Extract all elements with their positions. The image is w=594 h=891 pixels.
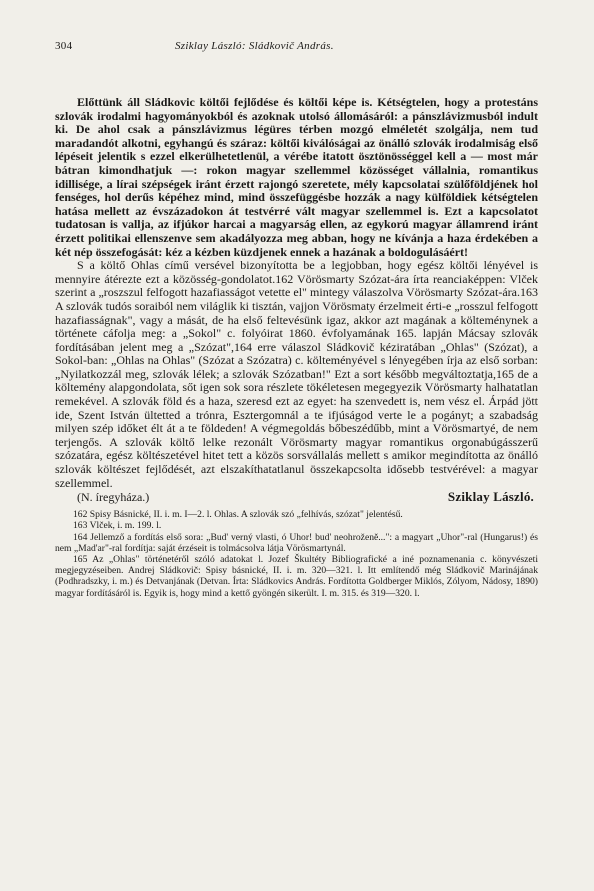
footnotes [55,509,538,599]
signature-author: Sziklay László. [447,489,534,505]
paragraph-2: S a költő Ohlas című versével bizonyította be a legjobban, hogy egész költői lényével is mennyire átérezte ezt a közösség-gondolatot.162 Vörösmarty Szózat-ára írta reanciaképpen: Vlček szerint a „roszszul felfogott hazafiasságot vetette el" mintegy válaszolva Vörösmarty Szózat-ára.163 A szlovák tudós soraiból nem világlik ki tisztán, vajjon Vörösmaty érzelmeit érti-e „rosszul felfogott hazafiasságnak", vagy a mását, de ha első feltevésünk igaz, akkor azt magának a költeménynek a története cáfolja meg: a „Sokol" c. folyóirat 1860. évfolyamának 165. lapján Mácsay szlovák fordításában jelent meg a „Szózat",164 erre válaszol Sládkovič kéziratában „Ohlas" (Szózat), a Sokol-ban: „Ohlas na Ohlas" (Szózat a Szózatra) c. költeményével s lényegében írja az első sorban: „Nyilatkozzál meg, szlovák lélek; a szlovák Szózatban!" Ezt a sort később megváltoztatja,165 de a költemény alapgondolata, sőt igen sok sora részlete tökéletesen megegyezik Vörösmarty halhatatlan remekével. A szlovák föld és a haza, szeresd ezt az egyet: ha szenvedett is, nem vész el. Árpád jött ide, Szent István ültetted a trónra, Esztergomnál a te ifjúságod verte le a pogányt; a szabadság milyen szép időket élt át a te földeden! A végmegoldás bőbeszédűbb, mint a Vörösmartyé, de nem terjengős. A szlovák költő lelke rezonált Vörösmarty magyar romantikus orgonabúgásszerű szózatára, egész költészetével hitet tett a közös sorsvállalás mellett s amikor megindította az önálló szlovák költészet fejlődését, azt elszakíthatatlanul összekapcsolta idősebb testvérével: a magyar szellemmel. [55,258,538,490]
signature-line [55,490,538,504]
footnote-162: 162 Spisy Básnické, II. i. m. I—2. l. Ohlas. A szlovák szó „felhívás, szózat" jelentésű. [73,509,403,521]
signature-place: (N. íregyháza.) [77,490,150,505]
footnote-164: 164 Jellemző a fordítás első sora: „Bud' verný vlasti, ó Uhor! bud' neohroženě...": a magyart „Uhor"-ral (Hungarus!) és nem „Mad'ar"-ral fordítja: saját érzéseit is tolmácsolva látja Vörösmartynál. [55,531,538,554]
footnote-165: 165 Az „Ohlas" történetéről szóló adatokat l. Jozef Škultéty Bibliografické a iné poznamenania c. könyvészeti megjegyzéseiben. Andrej Sládkovič: Spisy básnické, II. i. m. 320—321. l. Itt említendő még Sládkovič Marinájának (Podhradszky, i. m.) és Detvanjának (Detvan. Írta: Sládkovics András. Fordította Goldberger Miklós, Zólyom, Nádosy, 1890) magyar fordításáról is. Egyik is, hogy mind a kettő gyöngén sikerült. I. m. 315. és 319—320. l. [55,554,538,599]
page-header [55,40,538,56]
running-title: Sziklay László: Sládkovič András. [175,40,334,52]
paragraph-1: Előttünk áll Sládkovic költői fejlődése és költői képe is. Kétségtelen, hogy a protestáns szlovák irodalmi hagyományokból és azoknak utolsó állomásáról: a pánszlávizmusból indult ki. De ahol csak a pánszlávizmus légüres térben mozgó elméletét szolgálja, nem tud maradandót alkotni, egyhangú és száraz: költői kiválóságai az önálló szlovák irodalmiság első lépéseit jelentik s ezzel elkerülhetetlenül, a vérébe itatott ösztönösséggel kell a — most már bátran kimondhatjuk —: rokon magyar szellemmel közösséget vállalnia, romantikus idillisége, a lírai szépségek iránt érzett rajongó szeretete, mély kapcsolatai szülőföldjének hol fenséges, hol derűs képéhez mind, mind összefüggésbe hozzák a nagy külföldiek kétségtelen hatása mellett az évszázadokon át testvérré vált magyar szellemmel is. Ezt a kapcsolatot tudatosan is vallja, az ifjúkor harcai a magyarság ellen, az egykorú magyar államrend iránt érzett politikai ellenszenve sem akadályozza meg abban, hogy ne kívánja a haza érdekében a két nép összefogását: kéz a kézben küzdjenek ennek a hazának a boldogulásáért! [55,95,538,259]
footnote-163: 163 Vlček, i. m. 199. l. [73,520,162,532]
body-text [55,96,538,490]
page-number: 304 [55,40,73,52]
